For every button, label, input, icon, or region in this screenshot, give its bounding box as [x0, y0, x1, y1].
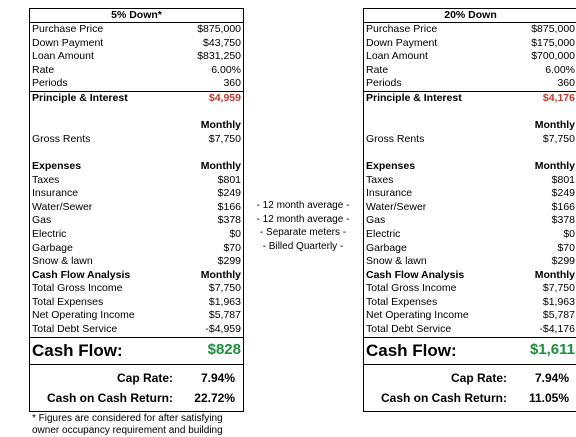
cap-rate: Cap Rate: 7.94% [116, 370, 235, 385]
expense-row: Garbage $70 [366, 241, 575, 254]
monthly-header: Monthly [200, 119, 241, 132]
expense-row: Insurance $249 [366, 187, 575, 200]
gross-rents-row: Gross Rents $7,750 [32, 132, 241, 145]
cap-rate: Cap Rate: 7.94% [450, 370, 569, 385]
cfa-row: Total Debt Service -$4,176 [366, 323, 575, 336]
expense-row: Insurance $249 [32, 187, 241, 200]
note-water: - 12 month average - [256, 200, 350, 211]
expense-row: Snow & lawn $299 [32, 255, 241, 268]
loan-row: Rate 6.00% [32, 63, 241, 76]
note-gas: - 12 month average - [256, 213, 350, 225]
middle-notes [246, 199, 360, 253]
expense-row: Garbage $70 [32, 241, 241, 254]
principal-interest-row: Principle & Interest $4,176 [366, 91, 575, 104]
scenario-title: 20% Down [364, 9, 576, 23]
expense-row: Water/Sewer $166 [366, 200, 575, 213]
loan-row: Periods 360 [30, 77, 243, 92]
cfa-row: Total Gross Income $7,750 [32, 282, 241, 295]
cash-flow-analysis-header: Cash Flow Analysis Monthly [32, 268, 241, 281]
note-garbage: - Billed Quarterly - [262, 240, 344, 252]
cash-on-cash-return: Cash on Cash Return: 22.72% [46, 390, 235, 405]
loan-row: Down Payment $43,750 [32, 36, 241, 49]
gross-rents-row: Gross Rents $7,750 [366, 132, 575, 145]
expense-row: Water/Sewer $166 [32, 200, 241, 213]
scenario-20-percent-down [363, 8, 576, 412]
expense-row: Gas $378 [32, 214, 241, 227]
expenses-header: Expenses Monthly [366, 159, 575, 172]
cash-flow-analysis-header: Cash Flow Analysis Monthly [366, 268, 575, 281]
scenario-5-percent-down [29, 8, 244, 436]
loan-details [30, 23, 243, 106]
monthly-header: Monthly [534, 119, 575, 132]
expense-row: Electric $0 [366, 227, 575, 240]
loan-row: Loan Amount $831,250 [32, 50, 241, 63]
scenario-title: 5% Down* [30, 9, 243, 23]
note-electric: - Separate meters - [259, 227, 347, 239]
cfa-row: Net Operating Income $5,787 [366, 309, 575, 322]
expense-row: Snow & lawn $299 [366, 255, 575, 268]
cfa-row: Total Expenses $1,963 [32, 295, 241, 308]
expense-row: Taxes $801 [32, 173, 241, 186]
cfa-row: Total Expenses $1,963 [366, 295, 575, 308]
loan-row: Purchase Price $875,000 [32, 23, 241, 35]
loan-row: Purchase Price $875,000 [366, 23, 575, 35]
loan-row: Down Payment $175,000 [366, 36, 575, 49]
principal-interest-row: Principle & Interest $4,959 [32, 91, 241, 104]
footnote: * Figures are considered for after satisfying owner occupancy requirement and building [32, 413, 223, 436]
cash-flow-total: Cash Flow: $828 [30, 337, 243, 365]
expense-row: Taxes $801 [366, 173, 575, 186]
expense-row: Gas $378 [366, 214, 575, 227]
loan-row: Periods 360 [364, 77, 576, 92]
cash-on-cash-return: Cash on Cash Return: 11.05% [380, 390, 569, 405]
loan-details [364, 23, 576, 106]
cash-flow-total: Cash Flow: $1,611 [364, 337, 576, 365]
expenses-header: Expenses Monthly [32, 159, 241, 172]
loan-row: Rate 6.00% [366, 63, 575, 76]
cfa-row: Total Gross Income $7,750 [366, 282, 575, 295]
cfa-row: Total Debt Service -$4,959 [32, 323, 241, 336]
expense-row: Electric $0 [32, 227, 241, 240]
cfa-row: Net Operating Income $5,787 [32, 309, 241, 322]
loan-row: Loan Amount $700,000 [366, 50, 575, 63]
